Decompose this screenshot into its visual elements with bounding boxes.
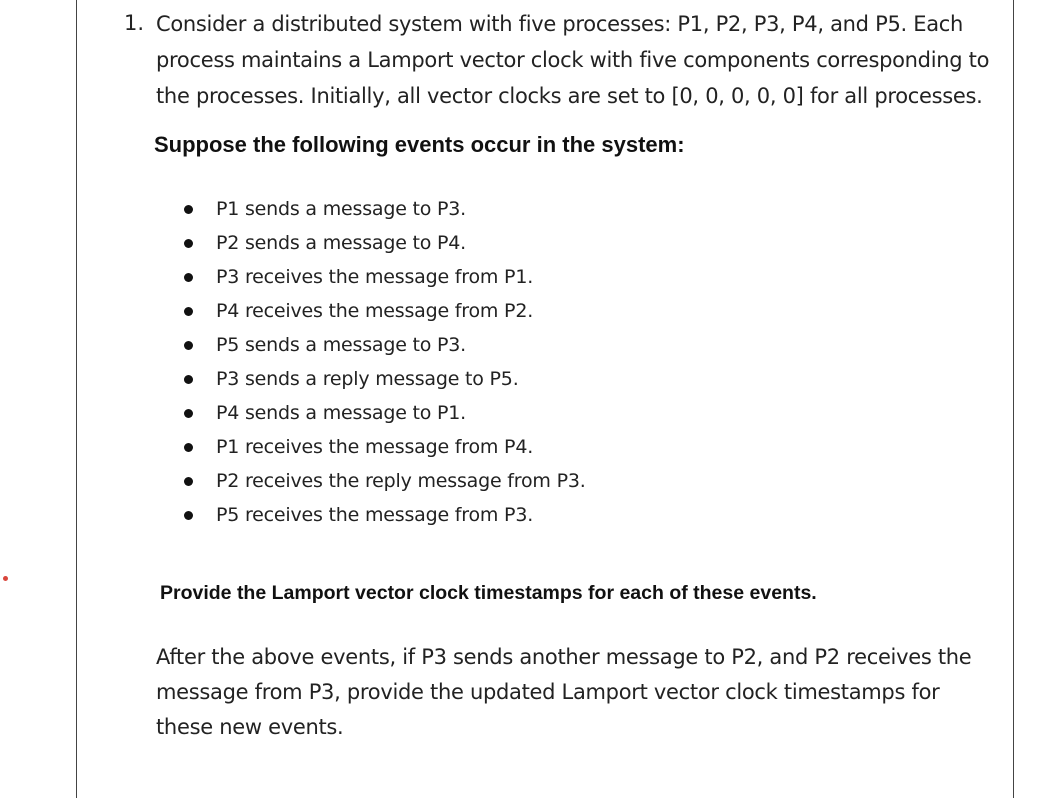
event-text: P4 receives the message from P2. [216, 300, 534, 322]
question-intro [156, 6, 1006, 114]
event-text: P1 receives the message from P4. [216, 436, 534, 458]
event-list [184, 192, 586, 532]
intro-line: the processes. Initially, all vector clocks are set to [0, 0, 0, 0, 0] for all processes. [156, 84, 983, 108]
margin-marker-dot [3, 576, 8, 581]
followup-line: message from P3, provide the updated Lamport vector clock timestamps for [156, 680, 940, 704]
event-item [184, 362, 586, 396]
bullet-icon [184, 273, 193, 282]
bullet-icon [184, 511, 193, 520]
bullet-icon [184, 409, 193, 418]
intro-line: Consider a distributed system with five processes: P1, P2, P3, P4, and P5. Each [156, 12, 964, 36]
event-text: P1 sends a message to P3. [216, 198, 467, 220]
event-text: P5 receives the message from P3. [216, 504, 534, 526]
event-item [184, 498, 586, 532]
bullet-icon [184, 443, 193, 452]
event-item [184, 260, 586, 294]
bullet-icon [184, 205, 193, 214]
event-item [184, 226, 586, 260]
event-text: P2 receives the reply message from P3. [216, 470, 586, 492]
event-text: P3 receives the message from P1. [216, 266, 534, 288]
bullet-icon [184, 239, 193, 248]
bullet-icon [184, 307, 193, 316]
bullet-icon [184, 375, 193, 384]
task-instruction: Provide the Lamport vector clock timestamps for each of these events. [160, 582, 817, 604]
event-item [184, 192, 586, 226]
followup-question [156, 640, 996, 745]
question-number: 1. [124, 11, 145, 35]
event-text: P2 sends a message to P4. [216, 232, 467, 254]
followup-line: these new events. [156, 715, 344, 739]
event-text: P5 sends a message to P3. [216, 334, 467, 356]
event-item [184, 328, 586, 362]
event-item [184, 430, 586, 464]
event-item [184, 294, 586, 328]
events-subheading: Suppose the following events occur in the system: [154, 132, 685, 157]
event-text: P3 sends a reply message to P5. [216, 368, 519, 390]
event-text: P4 sends a message to P1. [216, 402, 467, 424]
bullet-icon [184, 341, 193, 350]
event-item [184, 396, 586, 430]
bullet-icon [184, 477, 193, 486]
followup-line: After the above events, if P3 sends another message to P2, and P2 receives the [156, 645, 972, 669]
event-item [184, 464, 586, 498]
intro-line: process maintains a Lamport vector clock with five components corresponding to [156, 48, 990, 72]
